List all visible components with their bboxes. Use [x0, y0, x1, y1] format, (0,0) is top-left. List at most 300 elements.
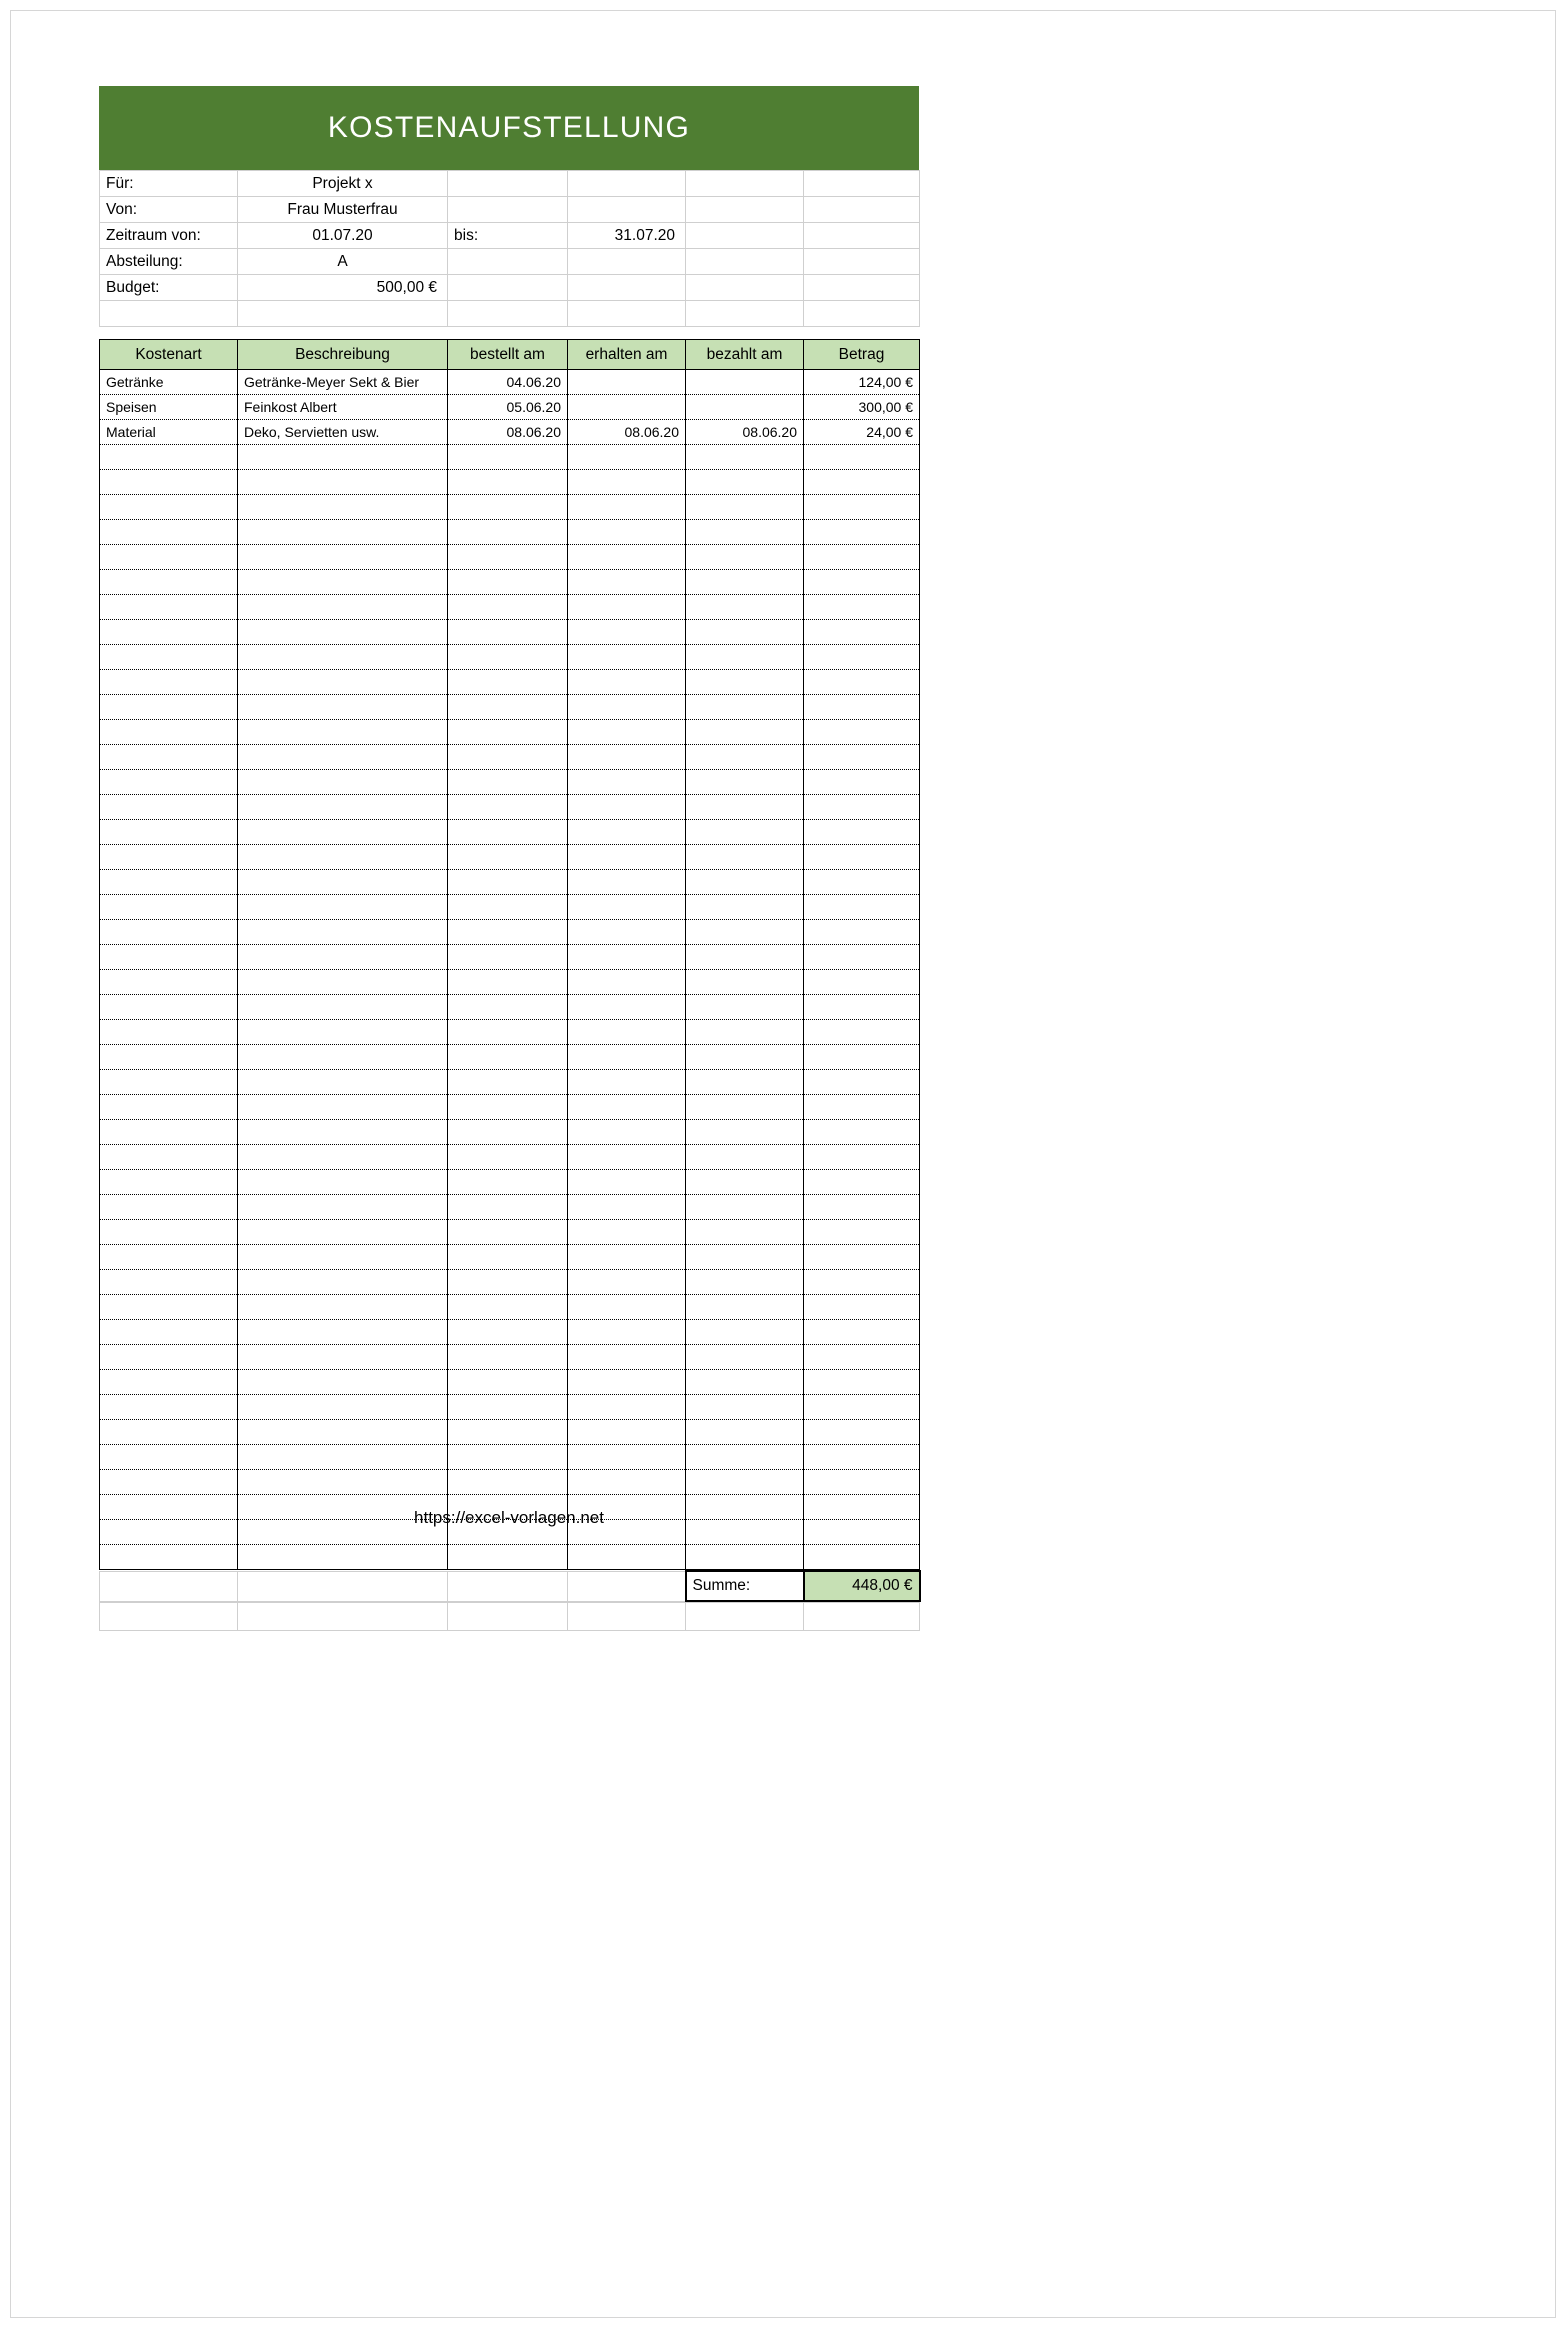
cell-betrag[interactable]	[804, 920, 920, 945]
cell-erhalten-am[interactable]	[568, 870, 686, 895]
cell-kostenart[interactable]	[100, 845, 238, 870]
column-header-kostenart[interactable]: Kostenart	[100, 340, 238, 370]
cell-bezahlt-am[interactable]	[686, 1445, 804, 1470]
cell-bestellt-am[interactable]	[448, 1045, 568, 1070]
cell-bezahlt-am[interactable]: 08.06.20	[686, 420, 804, 445]
cell-betrag[interactable]	[804, 970, 920, 995]
cell-beschreibung[interactable]	[238, 795, 448, 820]
cell-kostenart[interactable]	[100, 470, 238, 495]
cell-bezahlt-am[interactable]	[686, 595, 804, 620]
cell-bezahlt-am[interactable]	[686, 1545, 804, 1570]
cell-betrag[interactable]	[804, 470, 920, 495]
cell-kostenart[interactable]	[100, 645, 238, 670]
cell-kostenart[interactable]	[100, 1320, 238, 1345]
table-row	[100, 1395, 920, 1420]
cell-beschreibung[interactable]	[238, 1320, 448, 1345]
cell-bezahlt-am[interactable]	[686, 920, 804, 945]
cell-beschreibung[interactable]	[238, 495, 448, 520]
cell-kostenart[interactable]	[100, 970, 238, 995]
cell-bestellt-am[interactable]: 04.06.20	[448, 370, 568, 395]
info-label-von: Von:	[100, 197, 238, 223]
cell-bestellt-am[interactable]	[448, 670, 568, 695]
cell-bezahlt-am[interactable]	[686, 1470, 804, 1495]
cell-betrag[interactable]	[804, 445, 920, 470]
cell-bezahlt-am[interactable]	[686, 520, 804, 545]
cell-bestellt-am[interactable]	[448, 1470, 568, 1495]
cell-bestellt-am[interactable]	[448, 1370, 568, 1395]
cell-betrag[interactable]	[804, 1145, 920, 1170]
cell-bezahlt-am[interactable]	[686, 645, 804, 670]
cell-bezahlt-am[interactable]	[686, 1145, 804, 1170]
cell-betrag[interactable]	[804, 1395, 920, 1420]
cell-bezahlt-am[interactable]	[686, 395, 804, 420]
summary-label: Summe:	[686, 1571, 804, 1601]
cell-bezahlt-am[interactable]	[686, 1020, 804, 1045]
cell-beschreibung[interactable]	[238, 1045, 448, 1070]
cell-bezahlt-am[interactable]	[686, 1045, 804, 1070]
cell-betrag[interactable]	[804, 720, 920, 745]
cell-erhalten-am[interactable]	[568, 645, 686, 670]
cell-beschreibung[interactable]	[238, 1145, 448, 1170]
cell-bezahlt-am[interactable]	[686, 1420, 804, 1445]
cell-erhalten-am[interactable]	[568, 1145, 686, 1170]
cell-kostenart[interactable]	[100, 1195, 238, 1220]
cell-betrag[interactable]	[804, 845, 920, 870]
cell-erhalten-am[interactable]	[568, 1320, 686, 1345]
cell-erhalten-am[interactable]	[568, 1370, 686, 1395]
cell-bezahlt-am[interactable]	[686, 870, 804, 895]
cell-kostenart[interactable]	[100, 1370, 238, 1395]
cell-erhalten-am[interactable]	[568, 620, 686, 645]
cell-beschreibung[interactable]	[238, 1070, 448, 1095]
cell-erhalten-am[interactable]	[568, 370, 686, 395]
cell-erhalten-am[interactable]	[568, 1270, 686, 1295]
table-row	[100, 370, 920, 395]
cell-betrag[interactable]	[804, 645, 920, 670]
cell-kostenart[interactable]	[100, 595, 238, 620]
summary-total-value: 448,00 €	[804, 1571, 920, 1601]
cell-beschreibung[interactable]	[238, 995, 448, 1020]
cell-kostenart[interactable]	[100, 1345, 238, 1370]
cell-bestellt-am[interactable]	[448, 520, 568, 545]
cell-bezahlt-am[interactable]	[686, 570, 804, 595]
cell-kostenart[interactable]	[100, 1420, 238, 1445]
cell-kostenart[interactable]	[100, 1070, 238, 1095]
cell-bezahlt-am[interactable]	[686, 1070, 804, 1095]
cell-betrag[interactable]	[804, 795, 920, 820]
cell-bestellt-am[interactable]	[448, 695, 568, 720]
cell-erhalten-am[interactable]	[568, 495, 686, 520]
cell-bestellt-am[interactable]	[448, 1170, 568, 1195]
cell-beschreibung[interactable]	[238, 520, 448, 545]
cell-bestellt-am[interactable]	[448, 945, 568, 970]
cell-betrag[interactable]	[804, 1270, 920, 1295]
info-value-fuer[interactable]: Projekt x	[238, 171, 448, 197]
info-extra-value-von[interactable]	[568, 197, 686, 223]
cell-beschreibung[interactable]	[238, 1295, 448, 1320]
cell-beschreibung[interactable]: Feinkost Albert	[238, 395, 448, 420]
cell-erhalten-am[interactable]	[568, 795, 686, 820]
cell-erhalten-am[interactable]	[568, 820, 686, 845]
cell-bestellt-am[interactable]	[448, 545, 568, 570]
cell-betrag[interactable]	[804, 1120, 920, 1145]
cell-betrag[interactable]	[804, 1420, 920, 1445]
cell-beschreibung[interactable]	[238, 770, 448, 795]
cell-erhalten-am[interactable]	[568, 395, 686, 420]
cell-bezahlt-am[interactable]	[686, 495, 804, 520]
cell-beschreibung[interactable]	[238, 970, 448, 995]
cell-betrag[interactable]	[804, 595, 920, 620]
cell-betrag[interactable]	[804, 1170, 920, 1195]
cell-kostenart[interactable]	[100, 745, 238, 770]
cell-bestellt-am[interactable]	[448, 1120, 568, 1145]
cell-erhalten-am[interactable]: 08.06.20	[568, 420, 686, 445]
cell-bezahlt-am[interactable]	[686, 470, 804, 495]
cell-beschreibung[interactable]	[238, 1195, 448, 1220]
info-extra-value-budget[interactable]	[568, 275, 686, 301]
spreadsheet-sheet	[99, 86, 919, 1631]
cell-bezahlt-am[interactable]	[686, 770, 804, 795]
cell-bestellt-am[interactable]	[448, 1395, 568, 1420]
cell-erhalten-am[interactable]	[568, 1195, 686, 1220]
cell-kostenart[interactable]	[100, 570, 238, 595]
cell-bezahlt-am[interactable]	[686, 745, 804, 770]
cell-kostenart[interactable]	[100, 1220, 238, 1245]
cell-erhalten-am[interactable]	[568, 520, 686, 545]
cell-beschreibung[interactable]	[238, 620, 448, 645]
cell-kostenart[interactable]	[100, 895, 238, 920]
cell-bestellt-am[interactable]	[448, 1545, 568, 1570]
cell-beschreibung[interactable]	[238, 870, 448, 895]
cell-bezahlt-am[interactable]	[686, 1195, 804, 1220]
cell-kostenart[interactable]	[100, 770, 238, 795]
cell-kostenart[interactable]	[100, 720, 238, 745]
info-value-von[interactable]: Frau Musterfrau	[238, 197, 448, 223]
cell-beschreibung[interactable]	[238, 1420, 448, 1445]
cell-erhalten-am[interactable]	[568, 445, 686, 470]
cell-betrag[interactable]: 24,00 €	[804, 420, 920, 445]
cell-erhalten-am[interactable]	[568, 545, 686, 570]
cell-beschreibung[interactable]	[238, 570, 448, 595]
cell-erhalten-am[interactable]	[568, 695, 686, 720]
cell-kostenart[interactable]	[100, 1270, 238, 1295]
cell-betrag[interactable]	[804, 745, 920, 770]
cell-bestellt-am[interactable]	[448, 845, 568, 870]
cell-betrag[interactable]	[804, 1470, 920, 1495]
cell-bezahlt-am[interactable]	[686, 995, 804, 1020]
cell-kostenart[interactable]	[100, 620, 238, 645]
cell-bestellt-am[interactable]	[448, 1220, 568, 1245]
cell-bestellt-am[interactable]	[448, 1420, 568, 1445]
cell-erhalten-am[interactable]	[568, 570, 686, 595]
cell-erhalten-am[interactable]	[568, 1470, 686, 1495]
cell-bezahlt-am[interactable]	[686, 845, 804, 870]
cell-kostenart[interactable]	[100, 870, 238, 895]
cell-bezahlt-am[interactable]	[686, 670, 804, 695]
cell-erhalten-am[interactable]	[568, 470, 686, 495]
cell-erhalten-am[interactable]	[568, 895, 686, 920]
cell-erhalten-am[interactable]	[568, 1020, 686, 1045]
cell-kostenart[interactable]	[100, 445, 238, 470]
column-header-bestellt-am[interactable]: bestellt am	[448, 340, 568, 370]
info-value-zeitraum-bis[interactable]: 31.07.20	[568, 223, 686, 249]
cell-bezahlt-am[interactable]	[686, 820, 804, 845]
cell-erhalten-am[interactable]	[568, 1045, 686, 1070]
cell-beschreibung[interactable]: Getränke-Meyer Sekt & Bier	[238, 370, 448, 395]
cell-kostenart[interactable]	[100, 1445, 238, 1470]
cell-kostenart[interactable]	[100, 1545, 238, 1570]
cell-kostenart[interactable]	[100, 995, 238, 1020]
cell-kostenart[interactable]	[100, 795, 238, 820]
cell-bestellt-am[interactable]	[448, 820, 568, 845]
cell-betrag[interactable]	[804, 1445, 920, 1470]
cell-bestellt-am[interactable]	[448, 1295, 568, 1320]
cell-bezahlt-am[interactable]	[686, 970, 804, 995]
cell-bestellt-am[interactable]	[448, 1020, 568, 1045]
cell-bezahlt-am[interactable]	[686, 620, 804, 645]
cell-kostenart[interactable]	[100, 920, 238, 945]
cell-betrag[interactable]	[804, 1345, 920, 1370]
cell-bestellt-am[interactable]	[448, 970, 568, 995]
cell-betrag[interactable]	[804, 520, 920, 545]
cell-erhalten-am[interactable]	[568, 1395, 686, 1420]
cell-beschreibung[interactable]	[238, 920, 448, 945]
cell-erhalten-am[interactable]	[568, 1070, 686, 1095]
cell-beschreibung[interactable]	[238, 820, 448, 845]
cell-beschreibung[interactable]	[238, 1220, 448, 1245]
cell-bezahlt-am[interactable]	[686, 1395, 804, 1420]
cell-beschreibung[interactable]	[238, 695, 448, 720]
cell-betrag[interactable]: 300,00 €	[804, 395, 920, 420]
column-header-beschreibung[interactable]: Beschreibung	[238, 340, 448, 370]
info-value-absteilung[interactable]: A	[238, 249, 448, 275]
cell-beschreibung[interactable]	[238, 1545, 448, 1570]
cell-kostenart[interactable]: Speisen	[100, 395, 238, 420]
cell-bestellt-am[interactable]	[448, 1070, 568, 1095]
cell-bezahlt-am[interactable]	[686, 545, 804, 570]
cell-bestellt-am[interactable]	[448, 1245, 568, 1270]
cell-beschreibung[interactable]	[238, 895, 448, 920]
cell-bestellt-am[interactable]	[448, 1345, 568, 1370]
cell-betrag[interactable]	[804, 620, 920, 645]
cell-kostenart[interactable]	[100, 1170, 238, 1195]
cell-erhalten-am[interactable]	[568, 720, 686, 745]
cell-betrag[interactable]	[804, 1045, 920, 1070]
cell-betrag[interactable]	[804, 895, 920, 920]
cell-kostenart[interactable]	[100, 1395, 238, 1420]
cell-betrag[interactable]	[804, 995, 920, 1020]
cell-kostenart[interactable]	[100, 1020, 238, 1045]
cell-bestellt-am[interactable]	[448, 570, 568, 595]
cell-bezahlt-am[interactable]	[686, 1295, 804, 1320]
cell-betrag[interactable]	[804, 870, 920, 895]
cell-betrag[interactable]: 124,00 €	[804, 370, 920, 395]
cell-beschreibung[interactable]	[238, 445, 448, 470]
cell-bestellt-am[interactable]	[448, 620, 568, 645]
cell-kostenart[interactable]	[100, 670, 238, 695]
cell-erhalten-am[interactable]	[568, 1095, 686, 1120]
cell-betrag[interactable]	[804, 1295, 920, 1320]
cell-beschreibung[interactable]	[238, 945, 448, 970]
cell-kostenart[interactable]	[100, 1295, 238, 1320]
cell-beschreibung[interactable]: Deko, Servietten usw.	[238, 420, 448, 445]
cell-bezahlt-am[interactable]	[686, 370, 804, 395]
cell-kostenart[interactable]	[100, 945, 238, 970]
cell-beschreibung[interactable]	[238, 1445, 448, 1470]
info-extra-value-absteilung[interactable]	[568, 249, 686, 275]
cell-bestellt-am[interactable]	[448, 795, 568, 820]
cell-bestellt-am[interactable]	[448, 920, 568, 945]
cell-beschreibung[interactable]	[238, 1370, 448, 1395]
info-value-zeitraum-von[interactable]: 01.07.20	[238, 223, 448, 249]
column-header-betrag[interactable]: Betrag	[804, 340, 920, 370]
cell-bezahlt-am[interactable]	[686, 695, 804, 720]
cell-beschreibung[interactable]	[238, 670, 448, 695]
cell-bestellt-am[interactable]	[448, 1320, 568, 1345]
cell-bestellt-am[interactable]	[448, 470, 568, 495]
cell-betrag[interactable]	[804, 1545, 920, 1570]
cell-betrag[interactable]	[804, 945, 920, 970]
cell-kostenart[interactable]	[100, 1095, 238, 1120]
cell-bestellt-am[interactable]	[448, 595, 568, 620]
cell-kostenart[interactable]	[100, 1245, 238, 1270]
cell-kostenart[interactable]	[100, 820, 238, 845]
cell-erhalten-am[interactable]	[568, 1545, 686, 1570]
cell-beschreibung[interactable]	[238, 1020, 448, 1045]
cell-erhalten-am[interactable]	[568, 970, 686, 995]
cell-beschreibung[interactable]	[238, 1470, 448, 1495]
cell-beschreibung[interactable]	[238, 745, 448, 770]
cell-bezahlt-am[interactable]	[686, 1320, 804, 1345]
cell-kostenart[interactable]	[100, 1145, 238, 1170]
cell-erhalten-am[interactable]	[568, 1445, 686, 1470]
cell-bestellt-am[interactable]	[448, 495, 568, 520]
cell-bestellt-am[interactable]	[448, 1095, 568, 1120]
cell-kostenart[interactable]: Getränke	[100, 370, 238, 395]
cell-beschreibung[interactable]	[238, 595, 448, 620]
cell-beschreibung[interactable]	[238, 1170, 448, 1195]
cell-erhalten-am[interactable]	[568, 670, 686, 695]
cell-bestellt-am[interactable]	[448, 770, 568, 795]
table-row	[100, 1545, 920, 1570]
cell-betrag[interactable]	[804, 670, 920, 695]
cell-betrag[interactable]	[804, 495, 920, 520]
cell-kostenart[interactable]	[100, 545, 238, 570]
cell-bestellt-am[interactable]	[448, 720, 568, 745]
cell-erhalten-am[interactable]	[568, 1295, 686, 1320]
info-value-budget[interactable]: 500,00 €	[238, 275, 448, 301]
cell-erhalten-am[interactable]	[568, 1245, 686, 1270]
cell-betrag[interactable]	[804, 1220, 920, 1245]
cell-betrag[interactable]	[804, 1020, 920, 1045]
cell-betrag[interactable]	[804, 1320, 920, 1345]
cell-bestellt-am[interactable]: 05.06.20	[448, 395, 568, 420]
cell-bestellt-am[interactable]	[448, 1145, 568, 1170]
cell-bestellt-am[interactable]	[448, 895, 568, 920]
cell-beschreibung[interactable]	[238, 1120, 448, 1145]
cell-betrag[interactable]	[804, 1245, 920, 1270]
cell-bestellt-am[interactable]	[448, 870, 568, 895]
cell-erhalten-am[interactable]	[568, 1345, 686, 1370]
cell-erhalten-am[interactable]	[568, 1120, 686, 1145]
footer-url[interactable]: https://excel-vorlagen.net	[414, 1508, 604, 1527]
cell-erhalten-am[interactable]	[568, 920, 686, 945]
cell-erhalten-am[interactable]	[568, 1420, 686, 1445]
column-header-erhalten-am[interactable]: erhalten am	[568, 340, 686, 370]
cell-erhalten-am[interactable]	[568, 1170, 686, 1195]
cell-bezahlt-am[interactable]	[686, 1095, 804, 1120]
cell-erhalten-am[interactable]	[568, 1220, 686, 1245]
cell-erhalten-am[interactable]	[568, 945, 686, 970]
cell-beschreibung[interactable]	[238, 470, 448, 495]
cell-bezahlt-am[interactable]	[686, 1120, 804, 1145]
cell-beschreibung[interactable]	[238, 845, 448, 870]
cell-betrag[interactable]	[804, 1070, 920, 1095]
cell-betrag[interactable]	[804, 1195, 920, 1220]
column-header-bezahlt-am[interactable]: bezahlt am	[686, 340, 804, 370]
cell-bestellt-am[interactable]	[448, 1445, 568, 1470]
cell-betrag[interactable]	[804, 1370, 920, 1395]
cell-betrag[interactable]	[804, 1095, 920, 1120]
cell-bezahlt-am[interactable]	[686, 895, 804, 920]
cell-beschreibung[interactable]	[238, 1095, 448, 1120]
cell-bestellt-am[interactable]	[448, 1195, 568, 1220]
cell-bestellt-am[interactable]	[448, 745, 568, 770]
cell-beschreibung[interactable]	[238, 1345, 448, 1370]
cell-bezahlt-am[interactable]	[686, 1245, 804, 1270]
cell-bezahlt-am[interactable]	[686, 795, 804, 820]
cell-erhalten-am[interactable]	[568, 595, 686, 620]
cell-kostenart[interactable]	[100, 495, 238, 520]
cell-erhalten-am[interactable]	[568, 845, 686, 870]
cell-bezahlt-am[interactable]	[686, 720, 804, 745]
cell-kostenart[interactable]	[100, 520, 238, 545]
cell-erhalten-am[interactable]	[568, 770, 686, 795]
cell-erhalten-am[interactable]	[568, 995, 686, 1020]
cell-bezahlt-am[interactable]	[686, 1345, 804, 1370]
cell-betrag[interactable]	[804, 570, 920, 595]
info-extra-value-fuer[interactable]	[568, 171, 686, 197]
cell-bezahlt-am[interactable]	[686, 1370, 804, 1395]
cell-bestellt-am[interactable]	[448, 645, 568, 670]
cell-bestellt-am[interactable]	[448, 445, 568, 470]
cell-bestellt-am[interactable]: 08.06.20	[448, 420, 568, 445]
cell-beschreibung[interactable]	[238, 545, 448, 570]
cell-beschreibung[interactable]	[238, 1395, 448, 1420]
cell-betrag[interactable]	[804, 820, 920, 845]
cell-bezahlt-am[interactable]	[686, 1220, 804, 1245]
cell-betrag[interactable]	[804, 695, 920, 720]
cell-bestellt-am[interactable]	[448, 1270, 568, 1295]
cell-kostenart[interactable]	[100, 1470, 238, 1495]
cell-erhalten-am[interactable]	[568, 745, 686, 770]
cell-kostenart[interactable]	[100, 1045, 238, 1070]
cell-beschreibung[interactable]	[238, 720, 448, 745]
cell-beschreibung[interactable]	[238, 1270, 448, 1295]
cell-bezahlt-am[interactable]	[686, 1170, 804, 1195]
cell-kostenart[interactable]	[100, 1120, 238, 1145]
cell-beschreibung[interactable]	[238, 1245, 448, 1270]
cell-bezahlt-am[interactable]	[686, 945, 804, 970]
cell-bezahlt-am[interactable]	[686, 445, 804, 470]
cell-kostenart[interactable]	[100, 695, 238, 720]
cell-kostenart[interactable]: Material	[100, 420, 238, 445]
cell-beschreibung[interactable]	[238, 645, 448, 670]
cell-betrag[interactable]	[804, 770, 920, 795]
cell-bestellt-am[interactable]	[448, 995, 568, 1020]
cell-bezahlt-am[interactable]	[686, 1270, 804, 1295]
cell-betrag[interactable]	[804, 545, 920, 570]
